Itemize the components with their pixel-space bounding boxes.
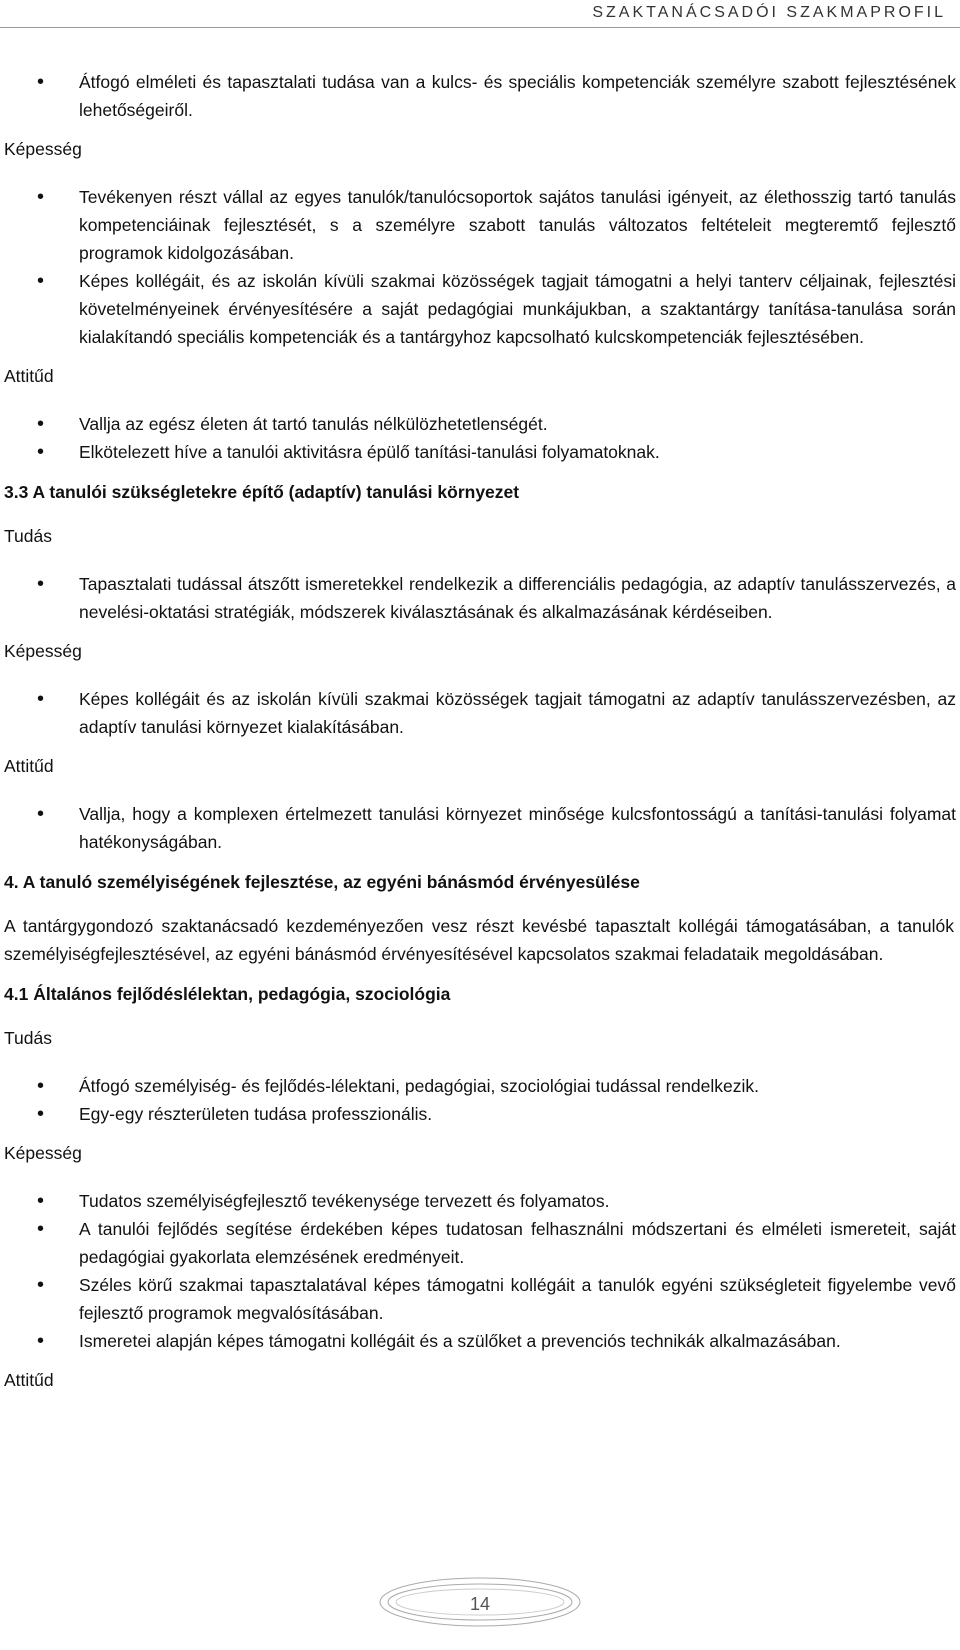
section-33-attitud-list (4, 800, 960, 856)
list-item: • Átfogó elméleti és tapasztalati tudása van a kulcs- és speciális kompetenciák személyre szabott fejlesztésének lehetőségeiről. (4, 68, 960, 124)
attitud-label: Attitűd (4, 756, 54, 776)
section-41-kepesseg-list (4, 1187, 960, 1355)
page-footer (0, 1572, 960, 1632)
section-heading-4: 4. A tanuló személyiségének fejlesztése, az egyéni bánásmód érvényesülése (4, 872, 640, 892)
kepesseg-label: Képesség (4, 1143, 82, 1163)
section-heading-4-1: 4.1 Általános fejlődéslélektan, pedagógia, szociológia (4, 984, 451, 1004)
list-item: • Tapasztalati tudással átszőtt ismeretekkel rendelkezik a differenciális pedagógia, az adaptív tanulásszervezés, a nevelési-oktatási stratégiák, módszerek kiválasztásának és alkalmazásának kérdéseiben. (4, 570, 960, 626)
section-33-tudas-list (4, 570, 960, 626)
list-item: • Képes kollégáit és az iskolán kívüli szakmai közösségek tagjait támogatni az adaptív tanulásszervezésben, az adaptív tanulási környezet kialakításában. (4, 685, 960, 741)
list-item: • Elkötelezett híve a tanulói aktivitásra épülő tanítási-tanulási folyamatoknak. (4, 438, 960, 466)
list-item: • Képes kollégáit, és az iskolán kívüli szakmai közösségek tagjait támogatni a helyi tanterv céljainak, fejlesztési követelményeinek érvényesítésére a saját pedagógiai munkájukban, a szaktantárgy tanítása-tanulása során kialakítandó speciális kompetenciák és a tantárgyhoz kapcsolható kulcskompetenciák fejlesztésében. (4, 267, 960, 351)
page-body (4, 68, 960, 1414)
tudas-label: Tudás (4, 1028, 52, 1048)
header-title: SZAKTANÁCSADÓI SZAKMAPROFIL (592, 4, 946, 21)
attitud-label: Attitűd (4, 366, 54, 386)
section-heading-3-3: 3.3 A tanulói szükségletekre építő (adaptív) tanulási környezet (4, 482, 520, 502)
section-41-tudas-list (4, 1072, 960, 1128)
section-a-tudas-list (4, 68, 960, 124)
list-item: • Tevékenyen részt vállal az egyes tanulók/tanulócsoportok sajátos tanulási igényeit, az élethosszig tartó tanulás kompetenciáinak fejlesztését, s a személyre szabott tanulás változatos feltételeit megteremtő fejlesztő programok kidolgozásában. (4, 183, 960, 267)
section-a-kepesseg-list (4, 183, 960, 351)
section-33-kepesseg-list (4, 685, 960, 741)
list-item: • Vallja, hogy a komplexen értelmezett tanulási környezet minősége kulcsfontosságú a tanítási-tanulási folyamat hatékonyságában. (4, 800, 960, 856)
page-number: 14 (469, 1594, 491, 1614)
attitud-label: Attitűd (4, 1370, 54, 1390)
section-a-attitud-list (4, 410, 960, 466)
list-item: • Átfogó személyiség- és fejlődés-lélektani, pedagógiai, szociológiai tudással rendelkezik. (4, 1072, 960, 1100)
header-rule (0, 27, 960, 28)
list-item: • Tudatos személyiségfejlesztő tevékenysége tervezett és folyamatos. (4, 1187, 960, 1215)
page-header (0, 0, 960, 30)
list-item: • Széles körű szakmai tapasztalatával képes támogatni kollégáit a tanulók egyéni szükségleteit figyelembe vevő fejlesztő programok megvalósításában. (4, 1271, 960, 1327)
tudas-label: Tudás (4, 526, 52, 546)
list-item: • Ismeretei alapján képes támogatni kollégáit és a szülőket a prevenciós technikák alkalmazásában. (4, 1327, 960, 1355)
kepesseg-label: Képesség (4, 641, 82, 661)
list-item: • Vallja az egész életen át tartó tanulás nélkülözhetetlenségét. (4, 410, 960, 438)
list-item: • Egy-egy részterületen tudása professzionális. (4, 1100, 960, 1128)
kepesseg-label: Képesség (4, 139, 82, 159)
section-4-paragraph: A tantárgygondozó szaktanácsadó kezdeményezően vesz részt kevésbé tapasztalt kollégái támogatásában, a tanulók személyiségfejlesztésével, az egyéni bánásmód érvényesítésével kapcsolatos szakmai feladataik megoldásában. (4, 916, 954, 964)
list-item: • A tanulói fejlődés segítése érdekében képes tudatosan felhasználni módszertani és elméleti ismereteit, saját pedagógiai gyakorlata elemzésének eredményeit. (4, 1215, 960, 1271)
